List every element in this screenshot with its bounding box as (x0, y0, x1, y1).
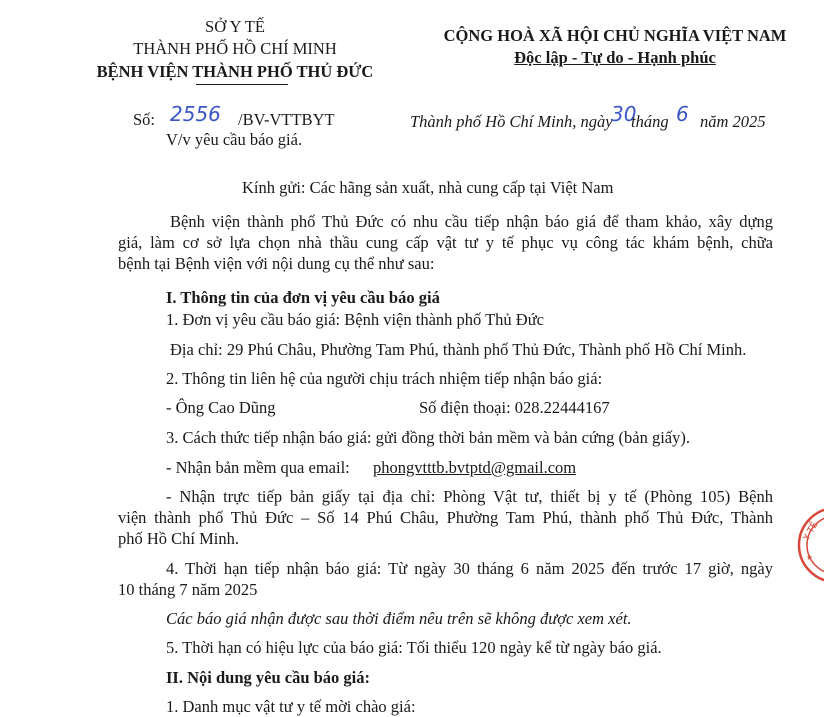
section-2-heading: II. Nội dung yêu cầu báo giá: (166, 668, 371, 687)
item-1: 1. Đơn vị yêu cầu báo giá: Bệnh viện thành phố Thủ Đức (166, 310, 544, 329)
org-city: THÀNH PHỐ HỒ CHÍ MINH (133, 39, 337, 58)
org-ministry: SỞ Y TẾ (205, 17, 265, 36)
item-list-heading: 1. Danh mục vật tư y tế mời chào giá: (166, 697, 416, 716)
direct-line-2: viện thành phố Thủ Đức – Số 14 Phú Châu, Phường Tam Phú, thành phố Thủ Đức, Thành (118, 508, 773, 527)
so-suffix: /BV-VTTBYT (238, 110, 335, 129)
late-note: Các báo giá nhận được sau thời điểm nêu trên sẽ không được xem xét. (166, 609, 632, 628)
contact-name: - Ông Cao Dũng (166, 398, 276, 417)
email-prefix: - Nhận bản mềm qua email: (166, 458, 350, 477)
item-4-line-1: 4. Thời hạn tiếp nhận báo giá: Từ ngày 30 tháng 6 năm 2025 đến trước 17 giờ, ngày (166, 559, 773, 578)
svg-text:★: ★ (806, 553, 814, 562)
national-motto: Độc lập - Tự do - Hạnh phúc (514, 48, 716, 67)
section-1-heading: I. Thông tin của đơn vị yêu cầu báo giá (166, 288, 440, 307)
national-title: CỘNG HOÀ XÃ HỘI CHỦ NGHĨA VIỆT NAM (443, 26, 787, 45)
date-month-handwritten: 6 (676, 102, 689, 126)
date-prefix: Thành phố Hồ Chí Minh, ngày (410, 112, 613, 131)
header-left-underline (196, 84, 288, 85)
subject-line: V/v yêu cầu báo giá. (166, 130, 303, 149)
contact-phone: Số điện thoại: 028.22444167 (419, 398, 610, 417)
item-3: 3. Cách thức tiếp nhận báo giá: gửi đồng thời bản mềm và bản cứng (bản giấy). (166, 428, 691, 447)
address: Địa chỉ: 29 Phú Châu, Phường Tam Phú, thành phố Thủ Đức, Thành phố Hồ Chí Minh. (170, 340, 747, 359)
date-month-label: tháng (631, 112, 669, 131)
stamp-seal-icon (796, 505, 824, 585)
so-label: Số: (133, 110, 156, 129)
intro-line-3: bệnh tại Bệnh viện với nội dung cụ thể như sau: (118, 254, 435, 273)
intro-line-2: giá, làm cơ sở lựa chọn nhà thầu cung cấp vật tư y tế phục vụ công tác khám bệnh, chữa (118, 233, 773, 252)
item-2: 2. Thông tin liên hệ của người chịu trách nhiệm tiếp nhận báo giá: (166, 369, 603, 388)
org-hospital: BỆNH VIỆN THÀNH PHỐ THỦ ĐỨC (96, 62, 374, 81)
direct-line-1: - Nhận trực tiếp bản giấy tại địa chỉ: Phòng Vật tư, thiết bị y tế (Phòng 105) Bệnh (166, 487, 773, 506)
item-4-line-2: 10 tháng 7 năm 2025 (118, 580, 258, 599)
so-number-handwritten: 2556 (170, 102, 221, 126)
intro-line-1: Bệnh viện thành phố Thủ Đức có nhu cầu tiếp nhận báo giá để tham khảo, xây dựng (170, 212, 773, 231)
item-5: 5. Thời hạn có hiệu lực của báo giá: Tối thiểu 120 ngày kể từ ngày báo giá. (166, 638, 662, 657)
date-year: năm 2025 (700, 112, 766, 131)
recipient: Kính gửi: Các hãng sản xuất, nhà cung cấp tại Việt Nam (242, 178, 614, 197)
direct-line-3: phố Hồ Chí Minh. (118, 529, 240, 548)
date-day-handwritten: 30 (611, 102, 637, 126)
svg-text:Y TẾ: Y TẾ (801, 520, 821, 543)
email-link[interactable]: phongvtttb.bvtptd@gmail.com (373, 458, 577, 477)
